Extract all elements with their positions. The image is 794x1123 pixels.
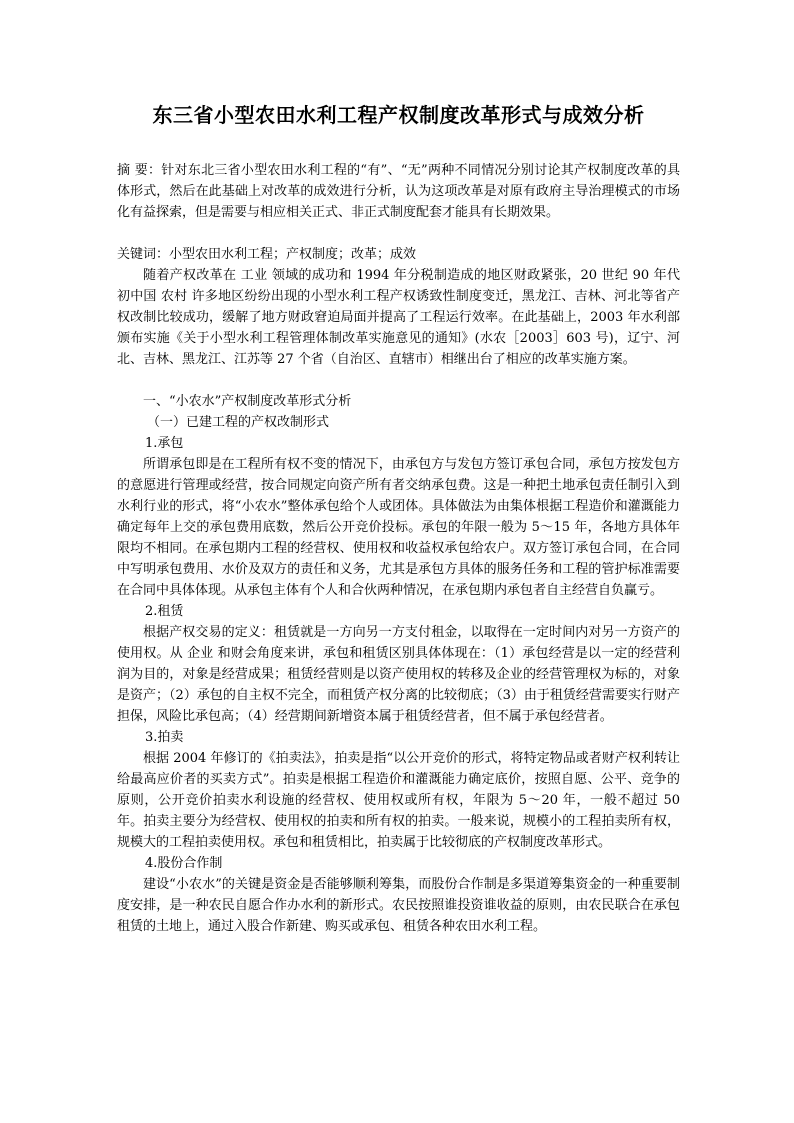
- section-heading: 一、“小农水”产权制度改革形式分析: [143, 394, 352, 409]
- intro-paragraph: 随着产权改革在 工业 领域的成功和 1994 年分税制造成的地区财政紧张，20 世纪 90 年代初中国 农村 许多地区纷纷出现的小型水利工程产权诱致性制度变迁，黑龙江、吉林、河北等省产权改制比较成功，缓解了地方财政窘迫局面并提高了工程运行效率。在此基础上，2003 年水利部颁布实施《关于小型水利工程管理体制改革实施意见的通知》(水农［2003］603 号)，辽宁、河北、吉林、黑龙江、江苏等 27 个省（自治区、直辖市）相继出台了相应的改革实施方案。: [117, 268, 680, 367]
- item-承包: [117, 433, 680, 601]
- item-paragraph: 根据 2004 年修订的《拍卖法》，拍卖是指“以公开竞价的形式，将特定物品或者财产权利转让给最高应价者的买卖方式”。拍卖是根据工程造价和灌溉能力确定底价，按照自愿、公平、竞争的原则，公开竞价拍卖水利设施的经营权、使用权或所有权，年限为 5～20 年，一般不超过 50 年。拍卖主要分为经营权、使用权的拍卖和所有权的拍卖。一般来说，规模小的工程拍卖所有权，规模大的工程拍卖使用权。承包和租赁相比，拍卖属于比较彻底的产权制度改革形式。: [117, 751, 680, 850]
- item-租赁: [117, 601, 680, 727]
- item-paragraph: 根据产权交易的定义：租赁就是一方向另一方支付租金，以取得在一定时间内对另一方资产的使用权。从 企业 和财会角度来讲，承包和租赁区别具体体现在：（1）承包经营是以一定的经营利润为目的，对象是经营成果；租赁经营则是以资产使用权的转移及企业的经营管理权为标的，对象是资产；（2）承包的自主权不完全，而租赁产权分离的比较彻底；（3）由于租赁经营需要实行财产担保，风险比承包高；（4）经营期间新增资本属于租赁经营者，但不属于承包经营者。: [117, 625, 680, 724]
- item-paragraph: 所谓承包即是在工程所有权不变的情况下，由承包方与发包方签订承包合同，承包方按发包方的意愿进行管理或经营，按合同规定向资产所有者交纳承包费。这是一种把土地承包责任制引入到水利行业的形式，将“小农水”整体承包给个人或团体。具体做法为由集体根据工程造价和灌溉能力确定每年上交的承包费用底数，然后公开竞价投标。承包的年限一般为 5～15 年，各地方具体年限均不相同。在承包期内工程的经营权、使用权和收益权承包给农户。双方签订承包合同，在合同中写明承包费用、水价及双方的责任和义务，尤其是承包方具体的服务任务和工程的管护标准需要在合同中具体体现。从承包主体有个人和合伙两种情况，在承包期内承包者自主经营自负赢亏。: [117, 457, 680, 598]
- document-title: 东三省小型农田水利工程产权制度改革形式与成效分析: [152, 103, 645, 127]
- item-heading: 1.承包: [145, 436, 184, 451]
- item-heading: 3.拍卖: [145, 730, 184, 745]
- subsection-heading: （一）已建工程的产权改制形式: [147, 415, 330, 430]
- section-spacer: [117, 370, 680, 391]
- keywords: 关键词：小型农田水利工程；产权制度；改革；成效: [117, 247, 417, 262]
- item-heading: 2.租赁: [145, 604, 184, 619]
- abstract: 摘 要：针对东北三省小型农田水利工程的“有”、“无”两种不同情况分别讨论其产权制度改革的具体形式，然后在此基础上对改革的成效进行分析，认为这项改革是对原有政府主导治理模式的市场化有益探索，但是需要与相应相关正式、非正式制度配套才能具有长期效果。: [117, 163, 680, 220]
- document-page: [117, 100, 680, 937]
- item-paragraph: 建设“小农水”的关键是资金是否能够顺利筹集，而股份合作制是多渠道筹集资金的一种重要制度安排，是一种农民自愿合作办水利的新形式。农民按照谁投资谁收益的原则，由农民联合在承包租赁的土地上，通过入股合作新建、购买或承包、租赁各种农田水利工程。: [117, 877, 680, 934]
- item-heading: 4.股份合作制: [145, 856, 223, 871]
- item-股份合作制: [117, 853, 680, 937]
- item-拍卖: [117, 727, 680, 853]
